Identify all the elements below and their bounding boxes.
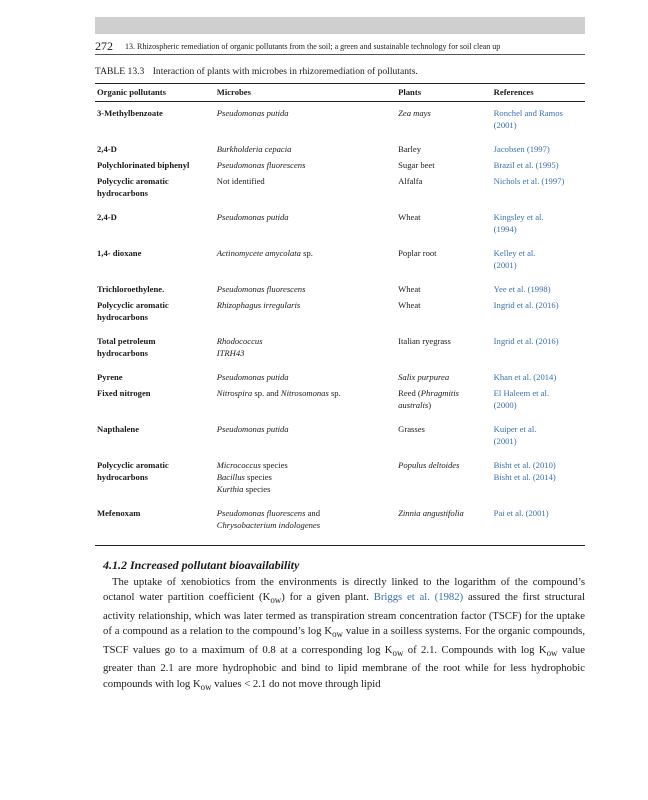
cell-text: Pseudomonas putida [216, 212, 289, 222]
cell-text: Kurthia [216, 484, 244, 494]
cell-text: Pseudomonas fluorescens [216, 508, 306, 518]
table-row [95, 459, 585, 507]
cell-plant [396, 423, 492, 459]
col-header-references: References [492, 84, 585, 102]
cell-plant [396, 175, 492, 211]
cell-text: Pseudomonas putida [216, 372, 289, 382]
cell-text: Zea mays [398, 108, 431, 118]
cell-text: Grasses [398, 424, 425, 434]
cell-pollutant [95, 423, 215, 459]
table-row [95, 387, 585, 423]
cell-plant [396, 159, 492, 175]
cell-pollutant [95, 283, 215, 299]
cell-text: 2,4-D [97, 212, 117, 222]
table-label: TABLE 13.3 [95, 66, 145, 77]
reference-link[interactable]: Nichols et al. (1997) [493, 176, 565, 186]
reference-link[interactable]: Bisht et al. (2014) [493, 472, 556, 482]
col-header-microbes: Microbes [215, 84, 396, 102]
para-text: value greater than 2.1 are more hydrophobic and bind to lipid membrane of the root while for less hydrophobic compounds with log K [103, 643, 585, 690]
cell-text: Populus deltoides [398, 460, 460, 470]
table-caption [95, 66, 585, 77]
cell-text: Poplar root [398, 248, 437, 258]
header-rule [95, 54, 585, 55]
table-row [95, 507, 585, 546]
running-title: 13. Rhizospheric remediation of organic pollutants from the soil; a green and sustainable technology for soil clean up [125, 42, 501, 51]
cell-pollutant [95, 102, 215, 144]
cell-pollutant [95, 335, 215, 371]
cell-plant [396, 507, 492, 546]
cell-reference [492, 211, 585, 247]
reference-link[interactable]: (2001) [493, 436, 517, 446]
para-text: ) for a given plant. [281, 591, 374, 604]
cell-pollutant [95, 387, 215, 423]
cell-pollutant [95, 159, 215, 175]
cell-text: sp. [300, 248, 313, 258]
body-paragraph [103, 575, 585, 695]
page-number: 272 [95, 39, 113, 53]
kow-subscript: ow [200, 682, 212, 692]
table-row [95, 423, 585, 459]
cell-text: Polychlorinated biphenyl [97, 160, 190, 170]
cell-pollutant [95, 247, 215, 283]
table-header-row [95, 84, 585, 102]
section-heading: 4.1.2 Increased pollutant bioavailability [103, 558, 300, 572]
cell-text: sp. and [252, 388, 281, 398]
cell-reference [492, 159, 585, 175]
table-row [95, 371, 585, 387]
cell-reference [492, 175, 585, 211]
cell-text: Polycyclic aromatic [97, 300, 169, 310]
cell-plant [396, 335, 492, 371]
cell-text: Pseudomonas fluorescens [216, 284, 306, 294]
table-row [95, 175, 585, 211]
cell-text: Pyrene [97, 372, 123, 382]
cell-text: australis [398, 400, 429, 410]
cell-text: Burkholderia cepacia [216, 144, 292, 154]
cell-reference [492, 335, 585, 371]
cell-text: Sugar beet [398, 160, 435, 170]
cell-microbe [215, 143, 396, 159]
cell-plant [396, 283, 492, 299]
cell-microbe [215, 335, 396, 371]
cell-microbe [215, 175, 396, 211]
reference-link[interactable]: (1994) [493, 224, 517, 234]
cell-microbe [215, 247, 396, 283]
cell-pollutant [95, 371, 215, 387]
reference-link[interactable]: Pai et al. (2001) [493, 508, 549, 518]
reference-link[interactable]: Ronchel and Ramos [493, 108, 563, 118]
reference-link[interactable]: Ingrid et al. (2016) [493, 300, 559, 310]
cell-text: 3-Methylbenzoate [97, 108, 163, 118]
cell-text: hydrocarbons [97, 348, 148, 358]
reference-link[interactable]: (2000) [493, 400, 517, 410]
cell-text: Salix purpurea [398, 372, 450, 382]
cell-text: Rhizophagus irregularis [216, 300, 301, 310]
cell-microbe [215, 299, 396, 335]
table-row [95, 283, 585, 299]
cell-plant [396, 371, 492, 387]
table-row [95, 159, 585, 175]
para-text: value in a soilless systems. For the organic compounds, TSCF values go to a maximum of 0.8 at a corresponding log K [103, 625, 585, 656]
reference-link[interactable]: Kingsley et al. [493, 212, 544, 222]
col-header-plants: Plants [396, 84, 492, 102]
reference-link[interactable]: Ingrid et al. (2016) [493, 336, 559, 346]
cell-text: Rhodococcus [216, 336, 263, 346]
para-text: The uptake of xenobiotics from the environments is directly linked to the logarithm of the compound’s octanol water partition coefficient (K [103, 576, 585, 604]
reference-link[interactable]: Yee et al. (1998) [493, 284, 551, 294]
col-header-pollutants: Organic pollutants [95, 84, 215, 102]
cell-text: hydrocarbons [97, 188, 148, 198]
cell-reference [492, 143, 585, 159]
cell-text: Bacillus [216, 472, 245, 482]
cell-text: Mefenoxam [97, 508, 141, 518]
cell-text: Micrococcus [216, 460, 261, 470]
cell-reference [492, 423, 585, 459]
cell-pollutant [95, 211, 215, 247]
cell-pollutant [95, 459, 215, 507]
cell-reference [492, 283, 585, 299]
cell-text: and [305, 508, 321, 518]
cell-text: Chrysobacterium indologenes [216, 520, 321, 530]
table-body [95, 102, 585, 546]
cell-text: Reed ( [398, 388, 421, 398]
cell-reference [492, 102, 585, 144]
reference-link[interactable]: (2001) [493, 260, 517, 270]
kow-subscript: ow [332, 629, 343, 640]
top-shaded-bar [95, 17, 585, 34]
reference-link[interactable]: Kuiper et al. [493, 424, 537, 434]
cell-text: Pseudomonas fluorescens [216, 160, 306, 170]
cell-microbe [215, 507, 396, 546]
cell-text: Total petroleum [97, 336, 156, 346]
cell-text: Phragmitis [420, 388, 459, 398]
cell-microbe [215, 387, 396, 423]
reference-link[interactable]: Khan et al. (2014) [493, 372, 557, 382]
kow-subscript: ow [270, 595, 282, 606]
cell-microbe [215, 211, 396, 247]
kow-subscript: ow [392, 648, 404, 659]
reference-link[interactable]: Kelley et al. [493, 248, 536, 258]
cell-reference [492, 507, 585, 546]
cell-plant [396, 247, 492, 283]
cell-text: Wheat [398, 300, 421, 310]
cell-microbe [215, 371, 396, 387]
cell-pollutant [95, 299, 215, 335]
cell-text: species [243, 484, 271, 494]
pollutant-table [95, 83, 585, 546]
cell-text: 1,4- dioxane [97, 248, 142, 258]
cell-text: Zinnia angustifolia [398, 508, 464, 518]
cell-text: Wheat [398, 284, 421, 294]
cell-text: Pseudomonas putida [216, 424, 289, 434]
cell-plant [396, 387, 492, 423]
cell-plant [396, 299, 492, 335]
cell-reference [492, 387, 585, 423]
cell-text: 2,4-D [97, 144, 117, 154]
cell-plant [396, 211, 492, 247]
cell-text: Nitrosomonas [280, 388, 329, 398]
para-text: values < 2.1 do not move through lipid [211, 677, 381, 690]
table-row [95, 102, 585, 144]
cell-pollutant [95, 143, 215, 159]
para-text: assured the first structural activity relationship, which was later termed as transpiration stream concentration factor (TSCF) for the uptake of a compound as a relation to the compound’s log K [103, 591, 585, 638]
cell-text: Barley [398, 144, 422, 154]
cell-text: sp. [328, 388, 341, 398]
cell-text: Polycyclic aromatic [97, 460, 169, 470]
reference-link[interactable]: Jacobsen (1997) [493, 144, 550, 154]
cell-pollutant [95, 507, 215, 546]
table-row [95, 299, 585, 335]
para-text: of 2.1. Compounds with log K [403, 643, 547, 656]
cell-text: ITRH43 [216, 348, 245, 358]
cell-text: Wheat [398, 212, 421, 222]
table-row [95, 335, 585, 371]
table-row [95, 247, 585, 283]
cell-microbe [215, 423, 396, 459]
cell-text: Actinomycete amycolata [216, 248, 301, 258]
cell-text: Polycyclic aromatic [97, 176, 169, 186]
cell-pollutant [95, 175, 215, 211]
reference-link[interactable]: Bisht et al. (2010) [493, 460, 556, 470]
table-row [95, 211, 585, 247]
cell-text: hydrocarbons [97, 312, 148, 322]
table-row [95, 143, 585, 159]
cell-text: species [244, 472, 272, 482]
cell-text: species [260, 460, 288, 470]
cell-reference [492, 459, 585, 507]
cell-text: ) [428, 400, 432, 410]
cell-text: Not identified [216, 176, 265, 186]
cell-microbe [215, 102, 396, 144]
cell-microbe [215, 283, 396, 299]
cell-reference [492, 247, 585, 283]
cell-text: Fixed nitrogen [97, 388, 151, 398]
running-header [95, 39, 585, 54]
cell-text: Italian ryegrass [398, 336, 451, 346]
cell-plant [396, 143, 492, 159]
reference-link[interactable]: El Haleem et al. [493, 388, 550, 398]
cell-reference [492, 371, 585, 387]
cell-plant [396, 102, 492, 144]
cell-microbe [215, 459, 396, 507]
reference-link[interactable]: Brazil et al. (1995) [493, 160, 559, 170]
cell-text: Pseudomonas putida [216, 108, 289, 118]
citation-link[interactable]: Briggs et al. (1982) [373, 591, 464, 604]
cell-text: Napthalene [97, 424, 140, 434]
cell-text: Alfalfa [398, 176, 423, 186]
cell-text: Trichloroethylene. [97, 284, 165, 294]
table-caption-text: Interaction of plants with microbes in rhizoremediation of pollutants. [152, 66, 418, 77]
reference-link[interactable]: (2001) [493, 120, 517, 130]
kow-subscript: ow [546, 648, 558, 659]
cell-microbe [215, 159, 396, 175]
cell-text: Nitrospira [216, 388, 253, 398]
cell-text: hydrocarbons [97, 472, 148, 482]
cell-reference [492, 299, 585, 335]
cell-plant [396, 459, 492, 507]
